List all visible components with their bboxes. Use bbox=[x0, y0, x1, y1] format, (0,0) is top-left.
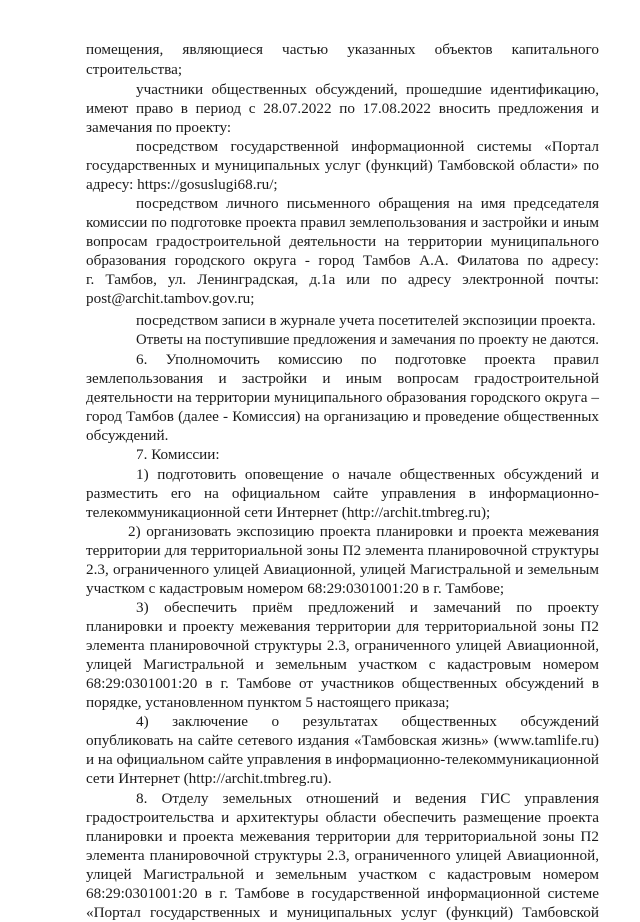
text-line: обсуждений. bbox=[86, 427, 169, 444]
text-line: посредством государственной информационной системы «Портал bbox=[136, 138, 599, 155]
text-line: элемента планировочной структуры 2.3, ограниченного улицей Авиационной, bbox=[86, 637, 599, 654]
text-line: посредством записи в журнале учета посетителей экспозиции проекта. bbox=[136, 312, 596, 329]
text-line: улицей Магистральной и земельным участком с кадастровым номером bbox=[86, 656, 599, 673]
text-line: post@archit.tambov.gov.ru; bbox=[86, 290, 255, 307]
text-line: «Портал государственных и муниципальных услуг (функций) Тамбовской bbox=[86, 904, 599, 921]
text-line: адресу: https://gosuslugi68.ru/; bbox=[86, 176, 278, 193]
text-line: 68:29:0301001:20 в г. Тамбове в государственной информационной системе bbox=[86, 885, 599, 902]
text-line: землепользования и застройки и иным вопросам градостроительной bbox=[86, 370, 599, 387]
text-line: участком с кадастровым номером 68:29:0301001:20 в г. Тамбове; bbox=[86, 580, 505, 597]
text-line: 4) заключение о результатах общественных обсуждений bbox=[136, 713, 599, 730]
text-line: строительства; bbox=[86, 61, 183, 78]
text-line: 7. Комиссии: bbox=[136, 446, 220, 463]
text-line: Ответы на поступившие предложения и замечания по проекту не даются. bbox=[136, 331, 599, 348]
text-line: 1) подготовить оповещение о начале общественных обсуждений и bbox=[136, 466, 599, 483]
text-line: город Тамбов (далее - Комиссия) на организацию и проведение общественных bbox=[86, 408, 599, 425]
text-line: сети Интернет (http://archit.tmbreg.ru). bbox=[86, 770, 332, 787]
text-line: улицей Магистральной и земельным участком с кадастровым номером bbox=[86, 866, 599, 883]
text-line: посредством личного письменного обращения на имя председателя bbox=[136, 195, 599, 212]
text-line: градостроительства и архитектуры области обеспечить размещение проекта bbox=[86, 809, 599, 826]
text-line: территории для территориальной зоны П2 элемента планировочной структуры bbox=[86, 542, 599, 559]
text-line: планировки и проекту межевания территории для территориальной зоны П2 bbox=[86, 618, 599, 635]
text-line: элемента планировочной структуры 2.3, ограниченного улицей Авиационной, bbox=[86, 847, 599, 864]
text-line: участники общественных обсуждений, прошедшие идентификацию, bbox=[136, 81, 599, 98]
text-line: 6. Уполномочить комиссию по подготовке проекта правил bbox=[136, 351, 599, 368]
text-line: вопросам градостроительной деятельности на территории муниципального bbox=[86, 233, 599, 250]
text-line: помещения, являющиеся частью указанных объектов капитального bbox=[86, 41, 599, 58]
text-line: 3) обеспечить приём предложений и замечаний по проекту bbox=[136, 599, 599, 616]
text-line: опубликовать на сайте сетевого издания «Тамбовская жизнь» (www.tamlife.ru) bbox=[86, 732, 599, 749]
text-line: 68:29:0301001:20 в г. Тамбове от участников общественных обсуждений в bbox=[86, 675, 599, 692]
text-line: планировки и проекта межевания территории для территориальной зоны П2 bbox=[86, 828, 599, 845]
text-line: 2) организовать экспозицию проекта планировки и проекта межевания bbox=[128, 523, 599, 540]
text-line: деятельности на территории муниципального образования городского округа – bbox=[86, 389, 599, 406]
text-line: государственных и муниципальных услуг (функций) Тамбовской области» по bbox=[86, 157, 599, 174]
text-line: 8. Отделу земельных отношений и ведения ГИС управления bbox=[136, 790, 599, 807]
text-line: имеют право в период с 28.07.2022 по 17.08.2022 вносить предложения и bbox=[86, 100, 599, 117]
text-line: порядке, установленном пунктом 5 настоящего приказа; bbox=[86, 694, 450, 711]
text-line: комиссии по подготовке проекта правил землепользования и застройки и иным bbox=[86, 214, 599, 231]
text-line: 2.3, ограниченного улицей Авиационной, улицей Магистральной и земельным bbox=[86, 561, 599, 578]
text-line: образования городского округа - город Тамбов А.А. Филатова по адресу: bbox=[86, 252, 599, 269]
text-line: разместить его на официальном сайте управления в информационно- bbox=[86, 485, 599, 502]
text-line: г. Тамбов, ул. Ленинградская, д.1а или по адресу электронной почты: bbox=[86, 271, 599, 288]
text-line: замечания по проекту: bbox=[86, 119, 232, 136]
text-line: и на официальном сайте управления в информационно-телекоммуникационной bbox=[86, 751, 599, 768]
text-line: телекоммуникационной сети Интернет (http://archit.tmbreg.ru); bbox=[86, 504, 491, 521]
